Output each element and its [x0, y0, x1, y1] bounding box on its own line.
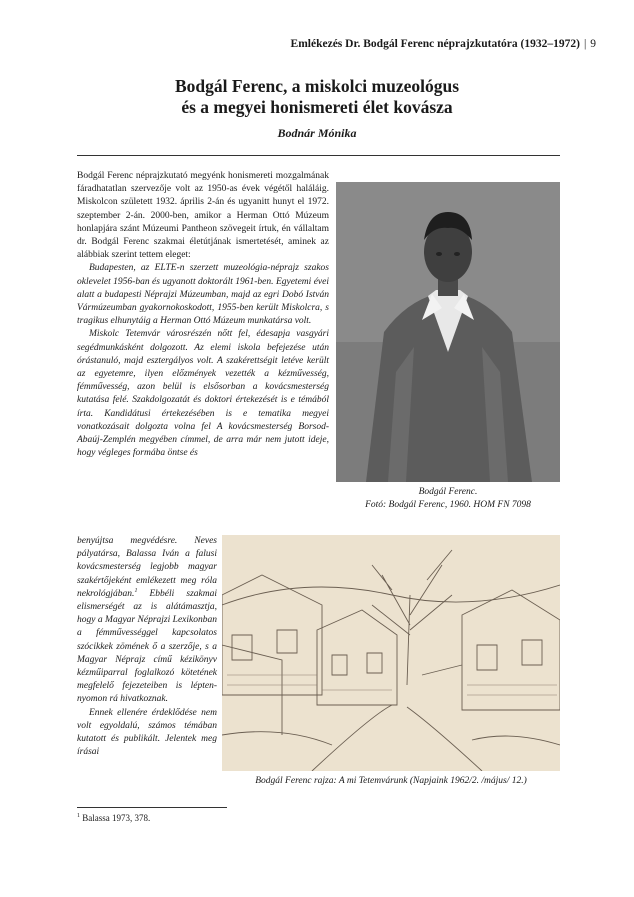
title-line-2: és a megyei honismereti élet kovásza [181, 97, 453, 117]
footnote-rule [77, 807, 227, 808]
running-header [291, 38, 596, 50]
page-number: 9 [590, 38, 596, 50]
street-sketch [222, 535, 560, 771]
article-author: Bodnár Mónika [277, 126, 357, 140]
footnote-number: 1 [77, 813, 80, 819]
photo-caption-line-1: Bodgál Ferenc. [418, 487, 478, 497]
article-title [60, 76, 574, 118]
footnote-ref[interactable]: 1 [134, 587, 138, 594]
title-line-1: Bodgál Ferenc, a miskolci muzeológus [174, 76, 460, 96]
paragraph-3-continued [77, 535, 217, 707]
paragraph-1: Bodgál Ferenc néprajzkutató megyénk honismereti mozgalmának fáradhatatlan szervezője volt az 1950-as évek végétől haláláig. Miskolcon született 1932. április 2-án és ugyanitt hunyt el 1972. szeptember 2-án. 2000-ben, amikor a Herman Ottó Múzeum honlapjára szánt Múzeumi Pantheon szövegeit írtuk, én vállaltam dr. Bodgál Ferenc szakmai életútjának ismertetését, aminek az alábbiak szerint tettem eleget: [77, 171, 329, 261]
body-column-top [77, 170, 329, 460]
footnote-text: Balassa 1973, 378. [80, 813, 151, 823]
photo-caption-line-2: Fotó: Bodgál Ferenc, 1960. HOM FN 7098 [365, 500, 531, 510]
title-rule [77, 155, 560, 156]
paragraph-3-cont-text: benyújtsa megvédésre. Neves pályatársa, Balassa Iván a falusi kovácsmesterség legjobb magyar szakértőjeként emlékezett meg róla nekrológjában. [77, 536, 217, 599]
paragraph-4: Ennek ellenére érdeklődése nem volt egyoldalú, számos témában kutatott és publikált. Jelentek meg írásai [77, 707, 217, 758]
portrait-photo-art [336, 182, 560, 482]
header-separator: | [583, 38, 587, 50]
street-sketch-art [222, 535, 560, 771]
footnote [77, 813, 150, 823]
body-column-bottom [77, 535, 217, 759]
photo-caption [336, 486, 560, 512]
sketch-caption: Bodgál Ferenc rajza: A mi Tetemvárunk (Napjaink 1962/2. /május/ 12.) [255, 776, 527, 786]
paragraph-3: Miskolc Tetemvár városrészén nőtt fel, édesapja vasgyári segédmunkásként dolgozott. Az elemi iskola befejezése után órástanuló, majd esztergályos volt. A szakérettségit letéve került az egyetemre, ilyen előzmények vezették a kézművesség, fémművesség, azon belül is elsősorban a kovácsmesterség kutatása felé. Szakdolgozatát és doktori értekezését is e témából írta. Kandidátusi értekezésében is e tematika megyei vonatkozásait dolgozta volna fel A kovácsmesterség Borsod-Abaúj-Zemplén megyében címmel, de arra már nem jutott ideje, hogy végleges formába öntse és [77, 329, 329, 459]
paragraph-3-end-text: Ebbéli szakmai elismerségét az is alátámasztja, hogy a Magyar Néprajzi Lexikonban a fémművességgel kapcsolatos szócikkek zömének ő a szerzője, s a Magyar Néprajz című kézikönyv kézműiparral foglalkozó kötetének megfelelő fejezeteiben is lépten-nyomon rá hivatkoznak. [77, 588, 217, 705]
running-title: Emlékezés Dr. Bodgál Ferenc néprajzkutatóra (1932–1972) [290, 38, 580, 50]
portrait-photo [336, 182, 560, 482]
paragraph-2: Budapesten, az ELTE-n szerzett muzeológia-néprajz szakos oklevelet 1956-ban és ugyanott doktorált 1961-ben. Egyetemi évei alatt a budapesti Néprajzi Múzeumban, majd az egri Dobó István Vármúzeumban gyakornokoskodott, 1955-ben került Miskolcra, s tragikus elhunytáig a Herman Ottó Múzeum munkatársa volt. [77, 263, 329, 327]
